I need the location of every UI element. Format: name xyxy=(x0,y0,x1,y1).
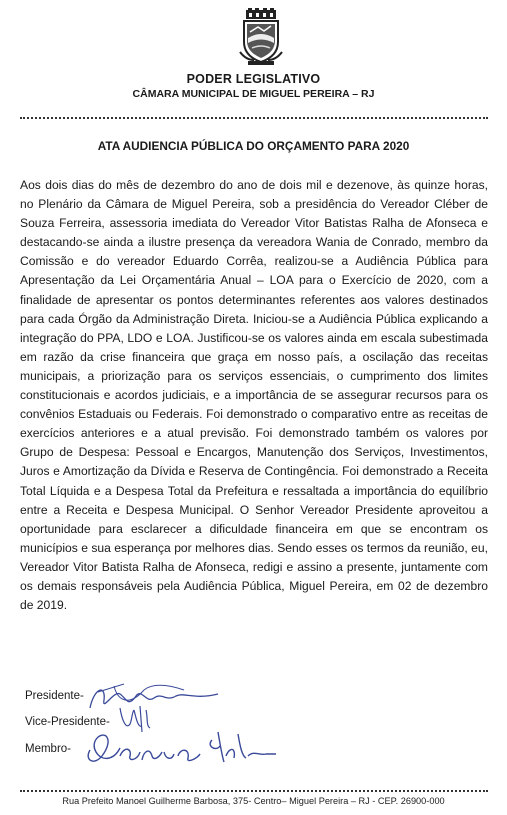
member-signature xyxy=(80,726,280,770)
member-label: Membro- xyxy=(25,743,72,755)
minutes-body-text: Aos dois dias do mês de dezembro do ano de dois mil e dezenove, às quinze horas, no Plenário da Câmara de Miguel Pereira, sob a presidência do Vereador Cléber de Souza Ferreira, assessoria imediata do Vereador Vitor Batistas Ralha de Afonseca e destacando-se ainda a ilustre presença da vereadora Wania de Conrado, membro da Comissão e do vereador Eduardo Corrêa, realizou-se a Audiência Pública para Apresentação da Lei Orçamentária Anual – LOA para o Exercício de 2020, com a finalidade de apresentar os pontos determinantes referentes aos valores destinados para cada Órgão da Administração Direta. Iniciou-se a Audiência Pública explicando a integração do PPA, LDO e LOA. Justificou-se os valores ainda em escala subestimada em razão da crise financeira que graça em nosso país, a oscilação das receitas municipais, a priorização para os serviços essenciais, o cumprimento dos limites constitucionais e acordos judiciais, e a importância de se assegurar recursos para os convênios Estaduais ou Federais. Foi demonstrado o comparativo entre as receitas de exercícios anteriores e a atual previsão. Foi demonstrado também os valores por Grupo de Despesa: Pessoal e Encargos, Manutenção dos Serviços, Investimentos, Juros e Amortização da Dívida e Reserva de Contingência. Foi demonstrado a Receita Total Líquida e a Despesa Total da Prefeitura e ressaltada a importância do equilíbrio entre a Receita e Despesa Municipal. O Senhor Vereador Presidente aproveitou a oportunidade para esclarecer a dificuldade financeira em que se encontram os municípios e sua esperança por melhores dias. Sendo esses os termos da reunião, eu, Vereador Vitor Batista Ralha de Afonseca, redigi e assino a presente, juntamente com os demais responsáveis pela Audiência Pública, Miguel Pereira, em 02 de dezembro de 2019. xyxy=(20,178,488,613)
president-label: Presidente- xyxy=(25,690,84,702)
footer-divider xyxy=(20,790,488,792)
footer-address: Rua Prefeito Manoel Guilherme Barbosa, 375- Centro– Miguel Pereira – RJ - CEP. 26900-000 xyxy=(62,796,445,806)
org-subtitle: CÂMARA MUNICIPAL DE MIGUEL PEREIRA – RJ xyxy=(132,88,375,100)
vice-president-label: Vice-Presidente- xyxy=(25,716,110,728)
municipal-coat-of-arms-icon xyxy=(238,8,284,66)
org-title: PODER LEGISLATIVO xyxy=(186,72,321,86)
header-divider xyxy=(20,117,488,119)
document-title: ATA AUDIENCIA PÚBLICA DO ORÇAMENTO PARA 2020 xyxy=(97,139,410,153)
